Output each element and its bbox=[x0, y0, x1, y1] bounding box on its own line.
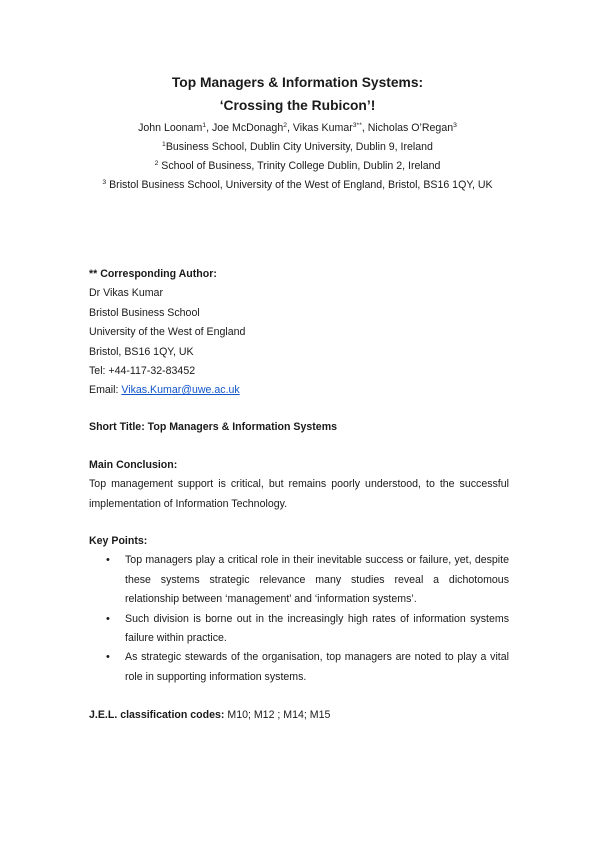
author-1: John Loonam bbox=[138, 122, 203, 134]
key-points-list bbox=[89, 551, 509, 687]
title-line-2: ‘Crossing the Rubicon’! bbox=[219, 98, 376, 113]
authors-block bbox=[0, 119, 595, 195]
bullet-icon: • bbox=[106, 554, 110, 567]
bullet-icon: • bbox=[106, 612, 110, 625]
bullet-icon: • bbox=[106, 651, 110, 664]
list-item bbox=[89, 648, 509, 687]
affiliation-3-text: Bristol Business School, University of the West of England, Bristol, BS16 1QY, UK bbox=[106, 179, 493, 191]
key-points-block bbox=[89, 532, 509, 687]
jel-codes-value: M10; M12 ; M14; M15 bbox=[224, 709, 331, 721]
author-4-sup: 3 bbox=[453, 122, 457, 129]
list-item bbox=[89, 551, 509, 609]
author-list bbox=[0, 119, 595, 138]
paper-title bbox=[0, 71, 595, 117]
affiliation-1-text: Business School, Dublin City University, Dublin 9, Ireland bbox=[165, 141, 433, 153]
affiliation-3 bbox=[0, 176, 595, 195]
corresponding-tel: Tel: +44-117-32-83452 bbox=[89, 365, 196, 378]
affiliation-2-text: School of Business, Trinity College Dublin, Dublin 2, Ireland bbox=[158, 160, 441, 172]
corresponding-heading: ** Corresponding Author: bbox=[89, 268, 217, 280]
key-point-text: As strategic stewards of the organisation, top managers are noted to play a vital role in supporting information systems. bbox=[125, 651, 509, 683]
list-item bbox=[89, 610, 509, 649]
author-3: , Vikas Kumar bbox=[287, 122, 353, 134]
author-2: , Joe McDonagh bbox=[206, 122, 284, 134]
key-points-heading: Key Points: bbox=[89, 535, 148, 547]
affiliation-3-sup: 3 bbox=[102, 179, 107, 186]
main-conclusion-heading: Main Conclusion: bbox=[89, 459, 178, 471]
jel-label: J.E.L. classification codes: bbox=[89, 709, 225, 721]
affiliation-1 bbox=[0, 138, 595, 157]
corresponding-email-line bbox=[89, 381, 509, 400]
author-1-sup: 1 bbox=[202, 122, 207, 129]
title-line-1: Top Managers & Information Systems: bbox=[171, 75, 424, 90]
author-3-sup: 3** bbox=[352, 122, 362, 129]
affiliation-1-sup: 1 bbox=[162, 141, 166, 148]
corresponding-university: University of the West of England bbox=[89, 326, 246, 339]
short-title: Short Title: Top Managers & Information Systems bbox=[89, 421, 338, 433]
jel-codes bbox=[89, 706, 509, 725]
author-2-sup: 2 bbox=[283, 122, 288, 129]
corresponding-author-block bbox=[89, 265, 509, 401]
affiliation-2-sup: 2 bbox=[154, 160, 159, 167]
author-4: , Nicholas O’Regan bbox=[361, 122, 454, 134]
corresponding-school: Bristol Business School bbox=[89, 306, 200, 319]
key-point-text: Top managers play a critical role in their inevitable success or failure, yet, despite these systems strategic relevance many studies reveal a dichotomous relationship between ‘management’ and ‘information systems’. bbox=[125, 554, 509, 606]
corresponding-name: Dr Vikas Kumar bbox=[89, 287, 163, 300]
email-link[interactable]: Vikas.Kumar@uwe.ac.uk bbox=[121, 384, 240, 397]
main-conclusion-block bbox=[89, 456, 509, 514]
main-conclusion-text: Top management support is critical, but remains poorly understood, to the successful implementation of Information Technology. bbox=[89, 478, 509, 510]
affiliation-2 bbox=[0, 157, 595, 176]
email-label: Email: bbox=[89, 384, 122, 397]
key-point-text: Such division is borne out in the increasingly high rates of information systems failure within practice. bbox=[125, 612, 509, 645]
corresponding-city: Bristol, BS16 1QY, UK bbox=[89, 345, 194, 358]
